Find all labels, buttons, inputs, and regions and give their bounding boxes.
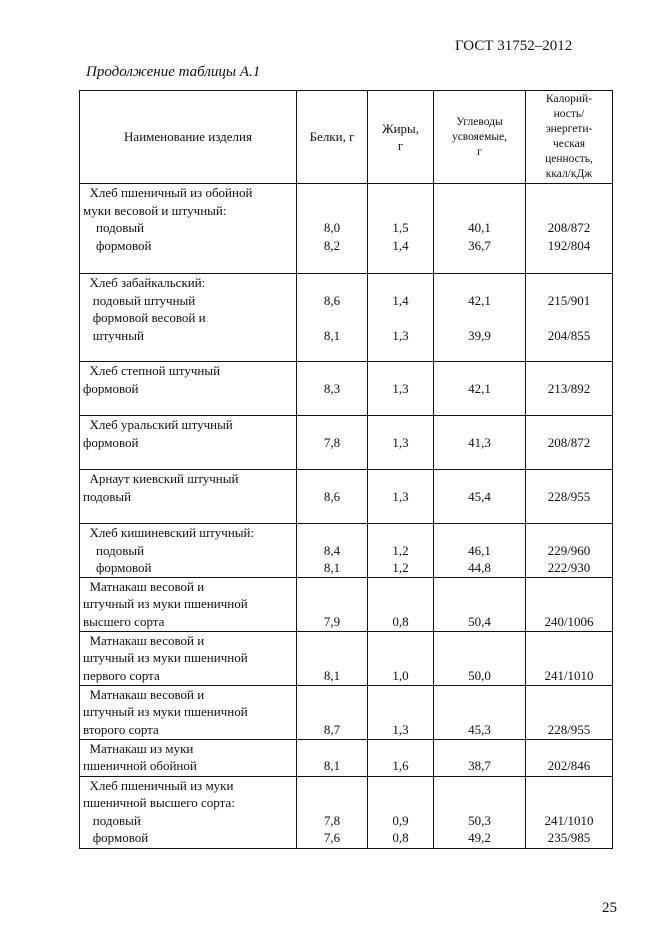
product-name: Хлеб уральский штучный формовой <box>80 416 297 470</box>
table-header-row <box>80 91 613 184</box>
energy-value: 241/1010 235/985 <box>526 776 613 848</box>
carbs-value: 50,3 49,2 <box>434 776 526 848</box>
protein-value: 7,8 7,6 <box>297 776 368 848</box>
product-name: Хлеб кишиневский штучный: подовый формовой <box>80 524 297 578</box>
fat-value: 1,3 <box>368 685 434 739</box>
protein-value: 8,3 <box>297 362 368 416</box>
fat-value: 1,3 <box>368 362 434 416</box>
energy-value: 228/955 <box>526 470 613 524</box>
carbs-value: 50,4 <box>434 577 526 631</box>
carbs-value: 41,3 <box>434 416 526 470</box>
product-name: Хлеб забайкальский: подовый штучный формовой весовой и штучный <box>80 274 297 362</box>
fat-value: 1,4 1,3 <box>368 274 434 362</box>
carbs-value: 45,4 <box>434 470 526 524</box>
fat-value: 1,0 <box>368 631 434 685</box>
carbs-value: 45,3 <box>434 685 526 739</box>
protein-value: 8,4 8,1 <box>297 524 368 578</box>
table-row <box>80 524 613 578</box>
protein-value: 7,9 <box>297 577 368 631</box>
table-row <box>80 739 613 776</box>
energy-value: 229/960 222/930 <box>526 524 613 578</box>
table-row <box>80 776 613 848</box>
table-row <box>80 274 613 362</box>
page-number: 25 <box>602 900 617 916</box>
table-row <box>80 416 613 470</box>
energy-value: 213/892 <box>526 362 613 416</box>
carbs-value: 42,1 39,9 <box>434 274 526 362</box>
energy-value: 228/955 <box>526 685 613 739</box>
carbs-value: 42,1 <box>434 362 526 416</box>
energy-value: 202/846 <box>526 739 613 776</box>
fat-value: 0,8 <box>368 577 434 631</box>
product-name: Арнаут киевский штучный подовый <box>80 470 297 524</box>
carbs-value: 38,7 <box>434 739 526 776</box>
product-name: Матнакаш весовой и штучный из муки пшеничной первого сорта <box>80 631 297 685</box>
table-row <box>80 577 613 631</box>
table-row <box>80 685 613 739</box>
product-name: Хлеб пшеничный из муки пшеничной высшего сорта: подовый формовой <box>80 776 297 848</box>
protein-value: 8,6 <box>297 470 368 524</box>
standard-number: ГОСТ 31752–2012 <box>455 38 573 54</box>
carbs-value: 46,1 44,8 <box>434 524 526 578</box>
protein-value: 8,1 <box>297 631 368 685</box>
col-header-carbs: Углеводы усвояемые, г <box>434 91 526 184</box>
fat-value: 1,3 <box>368 416 434 470</box>
product-name: Матнакаш весовой и штучный из муки пшеничной высшего сорта <box>80 577 297 631</box>
table-row <box>80 470 613 524</box>
col-header-energy: Калорий- ность/ энергети- ческая ценность, ккал/кДж <box>526 91 613 184</box>
fat-value: 0,9 0,8 <box>368 776 434 848</box>
fat-value: 1,5 1,4 <box>368 184 434 274</box>
fat-value: 1,2 1,2 <box>368 524 434 578</box>
energy-value: 208/872 192/804 <box>526 184 613 274</box>
product-name: Матнакаш из муки пшеничной обойной <box>80 739 297 776</box>
product-name: Хлеб степной штучный формовой <box>80 362 297 416</box>
col-header-protein: Белки, г <box>297 91 368 184</box>
energy-value: 241/1010 <box>526 631 613 685</box>
protein-value: 7,8 <box>297 416 368 470</box>
fat-value: 1,6 <box>368 739 434 776</box>
nutrition-table <box>79 90 613 849</box>
carbs-value: 40,1 36,7 <box>434 184 526 274</box>
energy-value: 240/1006 <box>526 577 613 631</box>
carbs-value: 50,0 <box>434 631 526 685</box>
product-name: Хлеб пшеничный из обойной муки весовой и штучный: подовый формовой <box>80 184 297 274</box>
product-name: Матнакаш весовой и штучный из муки пшеничной второго сорта <box>80 685 297 739</box>
col-header-name: Наименование изделия <box>80 91 297 184</box>
energy-value: 215/901 204/855 <box>526 274 613 362</box>
col-header-fat: Жиры, г <box>368 91 434 184</box>
table-row <box>80 184 613 274</box>
protein-value: 8,0 8,2 <box>297 184 368 274</box>
table-caption: Продолжение таблицы А.1 <box>86 64 261 80</box>
protein-value: 8,1 <box>297 739 368 776</box>
fat-value: 1,3 <box>368 470 434 524</box>
protein-value: 8,7 <box>297 685 368 739</box>
energy-value: 208/872 <box>526 416 613 470</box>
table-row <box>80 362 613 416</box>
table-row <box>80 631 613 685</box>
protein-value: 8,6 8,1 <box>297 274 368 362</box>
